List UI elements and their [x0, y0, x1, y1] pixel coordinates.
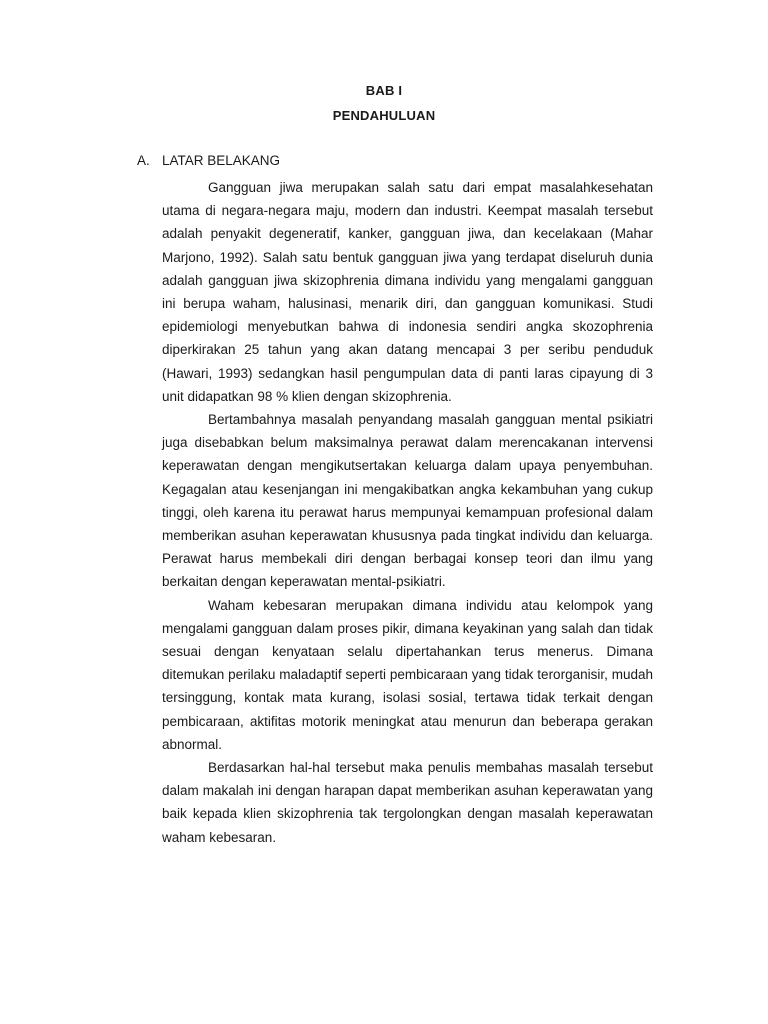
- section-letter: A.: [137, 153, 150, 168]
- paragraph: Bertambahnya masalah penyandang masalah gangguan mental psikiatri juga disebabkan belum maksimalnya perawat dalam merencakanan intervensi keperawatan dengan mengikutsertakan keluarga dalam upaya penyembuhan. Kegagalan atau kesenjangan ini mengakibatkan angka kekambuhan yang cukup tinggi, oleh karena itu perawat harus mempunyai kemampuan profesional dalam memberikan asuhan keperawatan khususnya pada tingkat individu dan keluarga. Perawat harus membekali diri dengan berbagai konsep teori dan ilmu yang berkaitan dengan keperawatan mental-psikiatri.: [162, 412, 653, 590]
- body-text: [162, 176, 653, 849]
- paragraph: Berdasarkan hal-hal tersebut maka penulis membahas masalah tersebut dalam makalah ini dengan harapan dapat memberikan asuhan keperawatan yang baik kepada klien skizophrenia tak tergolongkan dengan masalah keperawatan waham kebesaran.: [162, 760, 653, 845]
- chapter-title: PENDAHULUAN: [332, 108, 436, 123]
- section-heading: [137, 153, 280, 168]
- section-title: LATAR BELAKANG: [162, 153, 281, 168]
- chapter-number: BAB I: [365, 83, 403, 98]
- paragraph: Waham kebesaran merupakan dimana individu atau kelompok yang mengalami gangguan dalam proses pikir, dimana keyakinan yang salah dan tidak sesuai dengan kenyataan selalu dipertahankan terus menerus. Dimana ditemukan perilaku maladaptif seperti pembicaraan yang tidak terorganisir, mudah tersinggung, kontak mata kurang, isolasi sosial, tertawa tidak terkait dengan pembicaraan, aktifitas motorik meningkat atau menurun dan beberapa gerakan abnormal.: [162, 597, 653, 752]
- paragraph: Gangguan jiwa merupakan salah satu dari empat masalahkesehatan utama di negara-negara maju, modern dan industri. Keempat masalah tersebut adalah penyakit degeneratif, kanker, gangguan jiwa, dan kecelakaan (Mahar Marjono, 1992). Salah satu bentuk gangguan jiwa yang terdapat diseluruh dunia adalah gangguan jiwa skizophrenia dimana individu yang mengalami gangguan ini berupa waham, halusinasi, menarik diri, dan gangguan komunikasi. Studi epidemiologi menyebutkan bahwa di indonesia sendiri angka skozophrenia diperkirakan 25 tahun yang akan datang mencapai 3 per seribu penduduk (Hawari, 1993) sedangkan hasil pengumpulan data di panti laras cipayung di 3 unit didapatkan 98 % klien dengan skizophrenia.: [162, 180, 653, 404]
